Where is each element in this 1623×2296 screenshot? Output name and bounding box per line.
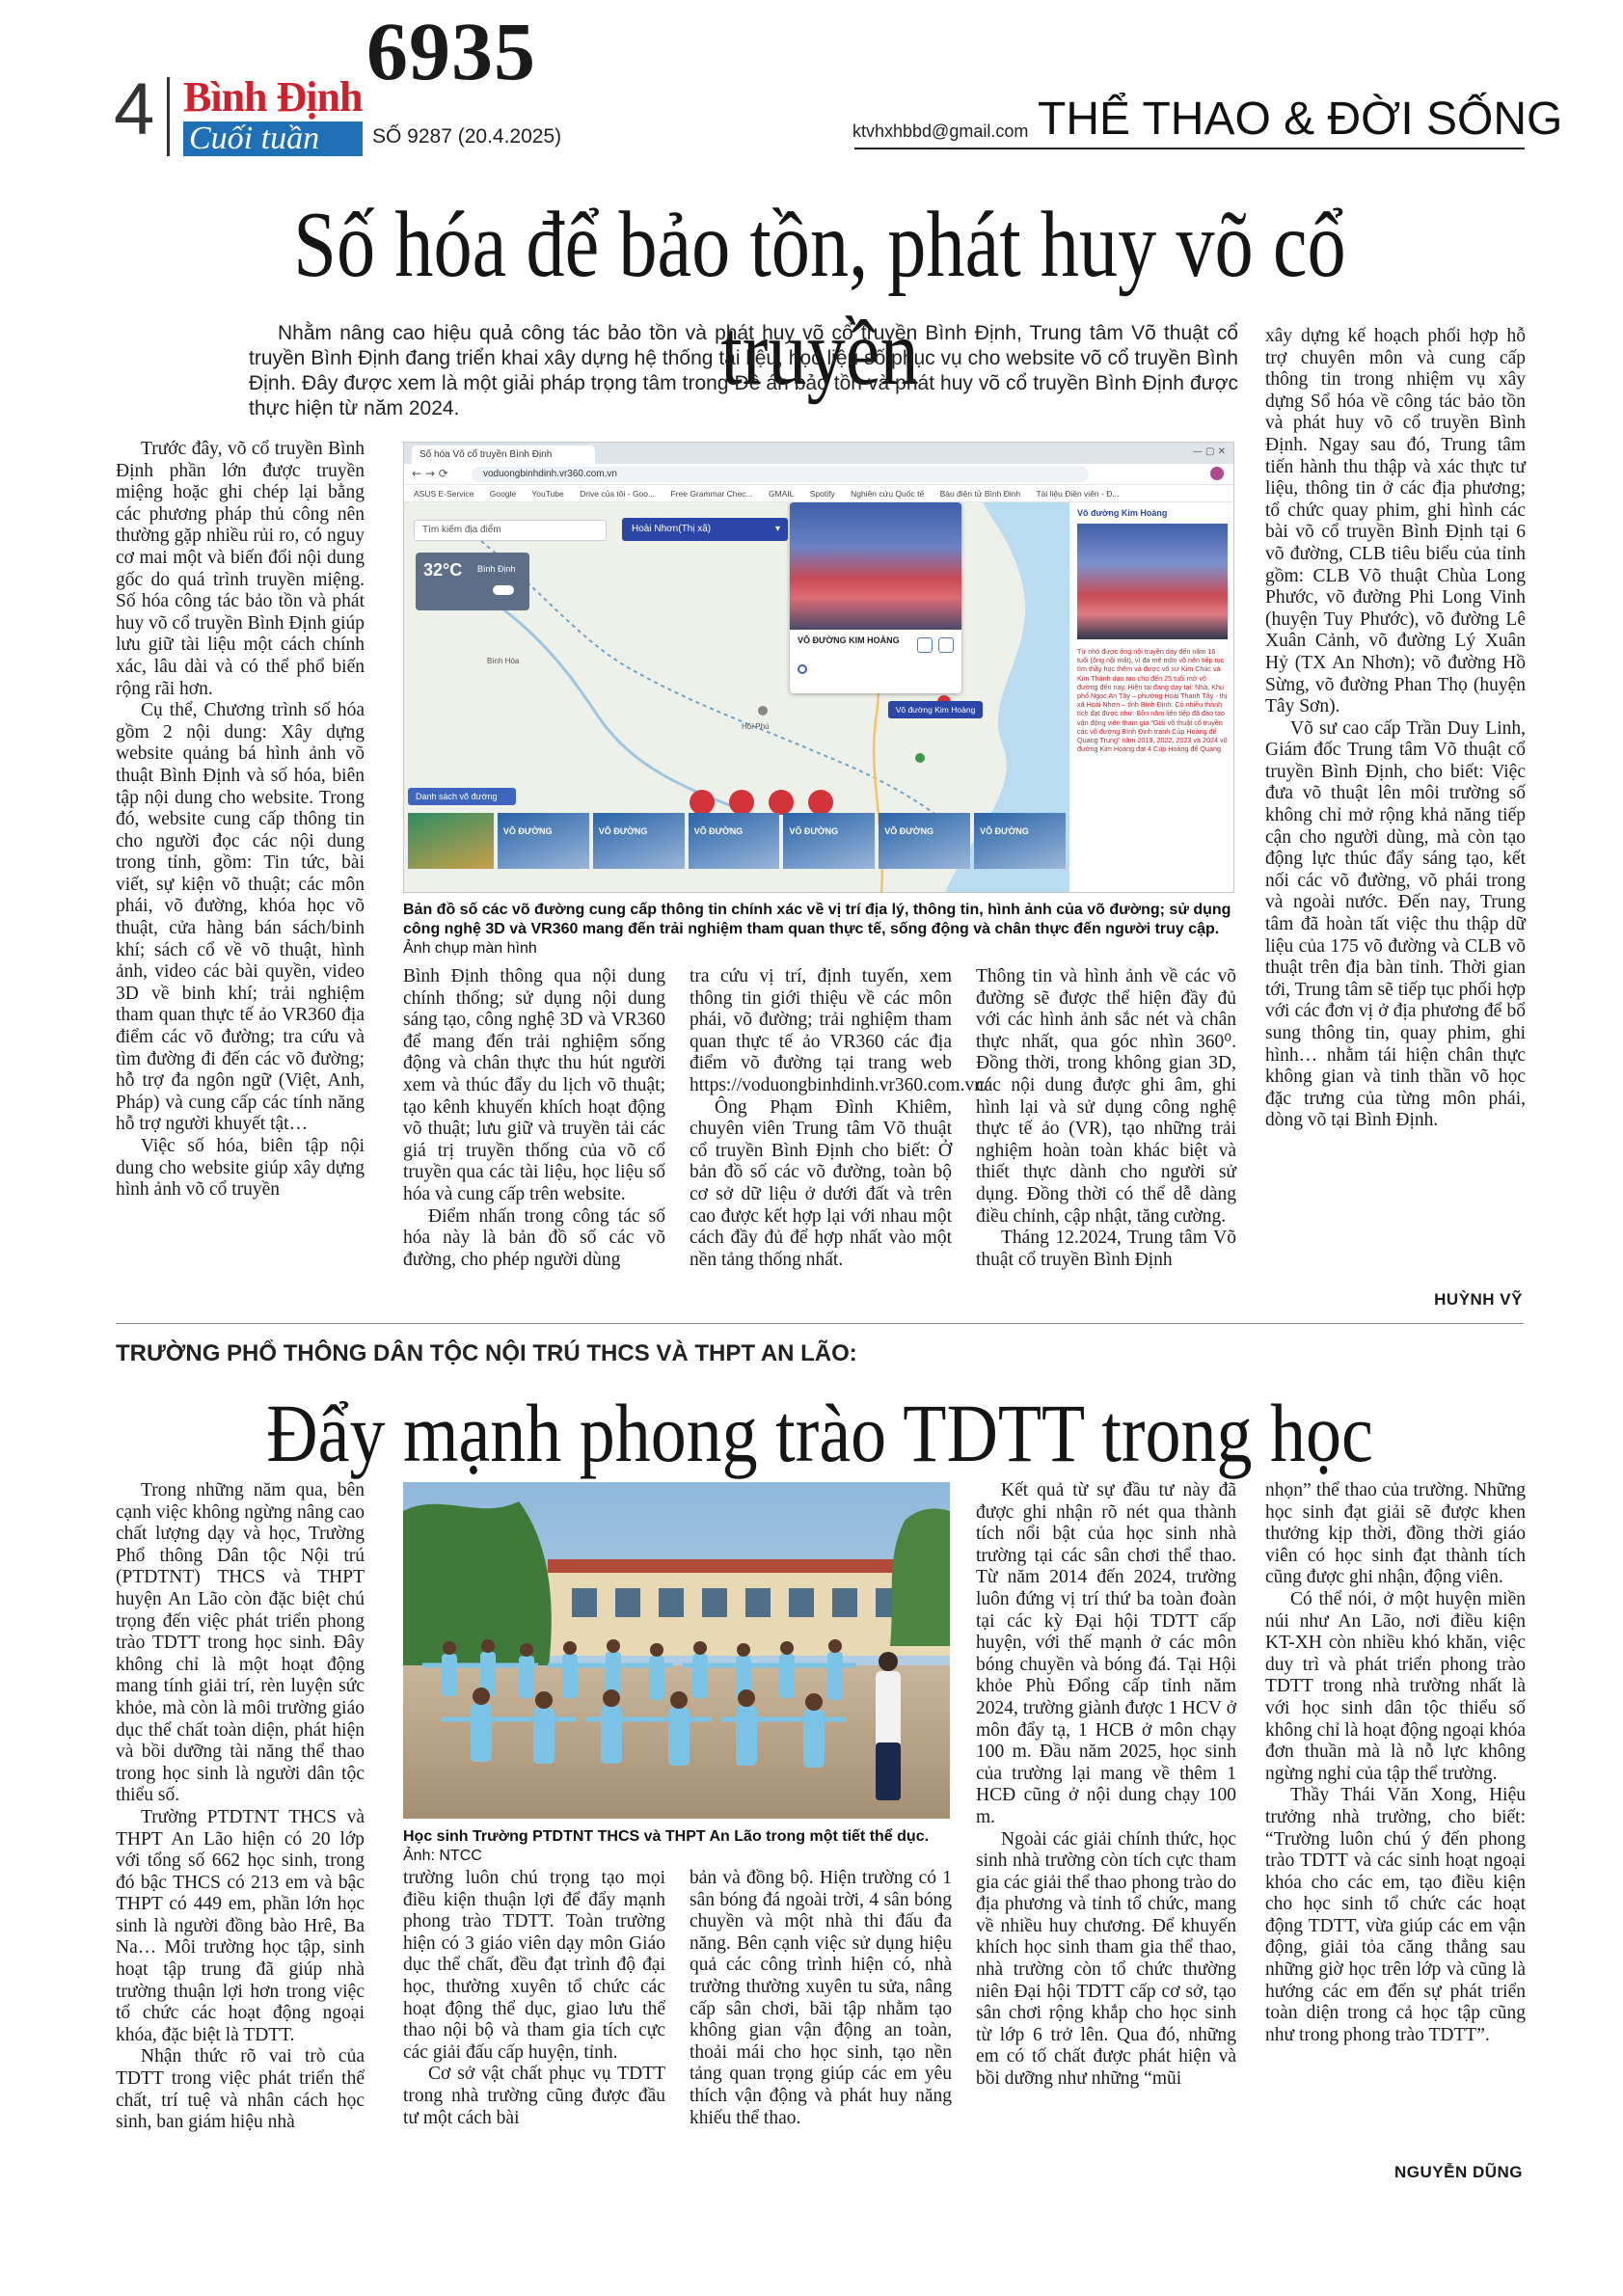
article1-column-1: [116, 439, 365, 1202]
article1-lead: Nhằm nâng cao hiệu quả công tác bảo tồn và phát huy võ cổ truyền Bình Định, Trung tâm Võ thuật cổ truyền Bình Định đang triển khai xây dựng hệ thống tài liệu, học liệu số phục vụ cho website võ cổ truyền Bình Định. Đây được xem là một giải pháp trọng tâm trong Đề án bảo tồn và phát huy võ cổ truyền Bình Định được thực hiện từ năm 2024.: [249, 322, 1238, 419]
list-title: Danh sách võ đường: [416, 792, 498, 801]
district-select[interactable]: [622, 518, 788, 541]
profile-icon[interactable]: [1210, 467, 1224, 480]
article1-byline: HUỲNH VỸ: [1434, 1290, 1523, 1309]
paragraph: Trước đây, võ cổ truyền Bình Định phần lớn được truyền miệng hoặc ghi chép lại bằng các phương pháp thủ công nên thường gặp nhiều rủi ro, có nguy cơ mai một và biến đổi nội dung gốc do quá trình truyền miệng. Số hóa công tác bảo tồn và phát huy võ cổ truyền Bình Định giúp lưu giữ tài liệu một cách chính xác, lâu dài và có thể phổ biến rộng rãi hơn.: [116, 439, 365, 699]
thumbnail[interactable]: [974, 813, 1066, 869]
bookmark[interactable]: Tài liệu Điền viên - Đ...: [1036, 489, 1120, 499]
logo-bottom-text: Cuối tuần: [183, 122, 363, 156]
article1-column-2: [403, 966, 665, 1271]
paragraph: Kết quả từ sự đầu tư này đã được ghi nhận rõ nét qua thành tích nổi bật của học sinh nhà trường tại các sân chơi thể thao. Từ năm 2014 đến 2024, trường luôn đứng vị trí thứ ba toàn đoàn tại các kỳ Đại hội TDTT cấp huyện, với thế mạnh ở các môn bóng chuyền và bóng đá. Tại Hội khỏe Phù Đổng cấp tỉnh năm 2024, trường giành được 1 HCV ở môn đẩy tạ, 1 HCB ở môn chạy 100 m. Đầu năm 2025, học sinh của trường lại mang về thêm 1 HCĐ cũng ở nội dung chạy 100 m.: [976, 1480, 1236, 1827]
address-url: voduongbinhdinh.vr360.com.vn: [483, 469, 617, 479]
article1-column-4: [976, 966, 1236, 1271]
bookmark[interactable]: Báo điện tử Bình Đinh: [939, 489, 1021, 499]
article2-column-3: [690, 1868, 952, 2129]
chevron-down-icon: ▾: [774, 524, 780, 534]
thumbnail-label: VÕ ĐƯỜNG: [693, 826, 744, 836]
thumbnail[interactable]: [593, 813, 685, 869]
thumbnail-label: VÕ ĐƯỜNG: [884, 826, 933, 836]
back-icon[interactable]: ← → ⟳: [412, 467, 448, 480]
article2-kicker: TRƯỜNG PHỔ THÔNG DÂN TỘC NỘI TRÚ THCS VÀ THPT AN LÃO:: [116, 1340, 857, 1366]
thumbnail-label: VÕ ĐƯỜNG: [789, 826, 839, 836]
paragraph: Trong những năm qua, bên cạnh việc không ngừng nâng cao chất lượng dạy và học, Trường Phổ thông Dân tộc Nội trú (PTDTNT) THCS và THPT huyện An Lão còn đặc biệt chú trọng đến việc phát triển phong trào TDTT trong học sinh. Đây không chỉ là một hoạt động mang tính giải trí, rèn luyện sức khỏe, mà còn là môi trường giáo dục thể chất toàn diện, phát hiện và bồi dưỡng tài năng thể thao trong học sinh là người dân tộc thiểu số.: [116, 1480, 365, 1806]
issue-number: SỐ 9287 (20.4.2025): [372, 125, 562, 148]
menu-icon[interactable]: [729, 790, 754, 815]
map-search-placeholder: Tìm kiếm địa điểm: [422, 525, 501, 535]
bookmark[interactable]: Spotify: [809, 489, 835, 499]
paragraph: Võ sư cao cấp Trần Duy Linh, Giám đốc Trung tâm Võ thuật cổ truyền Bình Định, cho biết: Việc đưa võ thuật lên môi trường số không chỉ mở rộng khả năng tiếp cận cho người dùng, mà còn tạo động lực thúc đẩy sáng tạo, kết nối các võ đường, võ phái trong và ngoài nước. Đến nay, Trung tâm đã hoàn tất việc thu thập dữ liệu của 175 võ đường và CLB võ thuật trên địa bàn tỉnh. Thời gian tới, Trung tâm sẽ tiếp tục phối hợp với các đơn vị ở địa phương để bổ sung thông tin, quay phim, ghi hình… nhằm tái hiện chân thực không gian và tinh thần võ học đặc trưng của từng môn phái, dòng võ tại Bình Định.: [1265, 717, 1526, 1131]
district-value: Hoài Nhơn(Thị xã): [632, 524, 712, 534]
tab-title: Số hóa Võ cổ truyền Bình Định: [419, 449, 553, 460]
map-pin: [915, 753, 925, 763]
caption-credit: Ảnh: NTCC: [403, 1848, 482, 1864]
bookmark[interactable]: GMAIL: [768, 489, 795, 499]
caption-text: Học sinh Trường PTDTNT THCS và THPT An Lão trong một tiết thể dục.: [403, 1828, 930, 1845]
paragraph: bản và đồng bộ. Hiện trường có 1 sân bóng đá ngoài trời, 4 sân bóng chuyền và một nhà thi đấu đa năng. Bên cạnh việc sử dụng hiệu quả các công trình hiện có, nhà trường thường xuyên tu sửa, nâng cấp sân chơi, bãi tập nhằm tạo không gian vận động an toàn, thoải mái cho học sinh, tạo nền tảng quan trọng giúp các em yêu thích vận động và phát huy năng khiếu thể thao.: [690, 1868, 952, 2128]
paragraph: xây dựng kế hoạch phối hợp hỗ trợ chuyên môn và cung cấp thông tin trong nhiệm vụ xây dựng Sổ hóa về công tác bảo tồn và phát huy võ cổ truyền Bình Định. Ngay sau đó, Trung tâm tiến hành thu thập và xác thực tư liệu, thông tin ở các địa phương; tổ chức quay phim, ghi hình các bài võ cổ truyền Bình Định tại 6 võ đường, CLB tiêu biểu của tỉnh gồm: CLB Võ thuật Chùa Long Phước, võ đường Phi Long Vinh (huyện Tuy Phước), võ đường Lê Xuân Cảnh, võ đường Lý Xuân Hỷ (TX An Nhơn); võ đường Hồ Sừng, võ đường Phan Thọ (huyện Tây Sơn).: [1265, 326, 1526, 717]
browser-address-row: [404, 464, 1233, 485]
bookmarks-bar: [404, 485, 1233, 502]
map-pin: [758, 706, 768, 716]
thumbnail-label: VÕ ĐƯỜNG: [502, 826, 553, 836]
logo-top-text: Bình Định: [183, 73, 363, 121]
caption-text: Bản đồ số các võ đường cung cấp thông tin chính xác về vị trí địa lý, thông tin, hình ảnh của võ đường; sử dụng công nghệ 3D và VR360 mang đến trải nghiệm tham quan thực tế, sống động và chân thực đến người truy cập.: [403, 902, 1231, 937]
paragraph: Ngoài các giải chính thức, học sinh nhà trường còn tích cực tham gia các giải thể thao phong trào do địa phương và tỉnh tổ chức, mang về nhiều huy chương. Để khuyến khích học sinh tham gia thể thao, nhà trường còn tổ chức thường niên Đại hội TDTT cấp cơ sở, tạo sân chơi rộng khắp cho học sinh từ lớp 6 trở lên. Qua đó, những em có tố chất được phát hiện và bồi dưỡng như những “mũi: [976, 1828, 1236, 2090]
article2-column-5: [1265, 1480, 1526, 2046]
bookmark[interactable]: Nghiên cứu Quốc tế: [851, 489, 925, 499]
paragraph: Thầy Thái Văn Xong, Hiệu trưởng nhà trường, cho biết: “Trường luôn chú ý đến phong trào TDTT và các sinh hoạt ngoại khóa cho các em, tạo điều kiện cho học sinh tổ chức các hoạt động TDTT, vừa giúp các em vận động, giải tỏa căng thẳng sau những giờ học trên lớp và cũng là hướng các em đến sự phát triển toàn diện trong cả học tập cũng như trong phong trào TDTT”.: [1265, 1785, 1526, 2045]
bookmark[interactable]: YouTube: [531, 489, 564, 499]
paragraph: Điểm nhấn trong công tác số hóa này là bản đồ số các võ đường, cho phép người dùng: [403, 1205, 665, 1270]
header-rule: [854, 148, 1525, 149]
paragraph: Ông Phạm Đình Khiêm, chuyên viên Trung tâm Võ thuật cổ truyền Bình Định cho biết: Ở bản đồ số các võ đường, toàn bộ cơ sở dữ liệu ở dưới đất và trên cao được kết hợp lại với nhau một cách đầy đủ để hợp nhất vào một nền tảng thống nhất.: [690, 1096, 952, 1270]
eye-icon[interactable]: [917, 637, 933, 653]
article2-column-2: [403, 1868, 665, 2129]
website-screenshot-figure: [403, 442, 1234, 893]
close-icon[interactable]: [938, 637, 954, 653]
browser-tab[interactable]: [412, 446, 595, 464]
map-search-input[interactable]: [414, 520, 607, 541]
article2-caption: [403, 1827, 962, 1866]
detail-panel-photo: [1077, 524, 1228, 639]
place-button[interactable]: [888, 701, 983, 718]
thumbnail[interactable]: [783, 813, 875, 869]
list-button[interactable]: [408, 788, 516, 805]
map-place-label: Hội Phú: [742, 722, 770, 731]
detail-panel[interactable]: [1069, 502, 1234, 893]
bookmark[interactable]: ASUS E-Service: [414, 489, 474, 499]
article2-column-4: [976, 1480, 1236, 2091]
paragraph: Tháng 12.2024, Trung tâm Võ thuật cổ truyền Bình Định: [976, 1228, 1236, 1270]
bookmark[interactable]: Drive của tôi - Goo...: [580, 489, 656, 499]
weather-temperature: 32°C: [423, 560, 463, 580]
photo-illustration: [403, 1482, 950, 1819]
page-number: 4: [114, 68, 155, 150]
thumbnail-label: VÕ ĐƯỜNG: [598, 826, 648, 836]
article1-title: Số hóa để bảo tồn, phát huy võ cổ truyền: [293, 193, 1346, 405]
contact-email: ktvhxhbbd@gmail.com: [852, 122, 1029, 141]
article1-caption: [403, 901, 1242, 959]
paragraph: Cụ thể, Chương trình số hóa gồm 2 nội dung: Xây dựng website quảng bá hình ảnh võ thuật Bình Định và số hóa, biên tập nội dung cho website. Trong đó, website cung cấp thông tin cho người đọc các nội dung trong tỉnh, gồm: Tin tức, bài viết, sự kiện võ thuật; các môn phái, võ đường, khóa học võ thuật, cửa hàng bán sách/binh khí; sách cổ về võ thuật, hình ảnh, video các bài quyền, video 3D về binh khí; trải nghiệm tham quan thực tế ảo VR360 địa điểm các võ đường; tra cứu và tìm đường đi đến các võ đường; hỗ trợ đa ngôn ngữ (Việt, Anh, Pháp) và cung cấp các tính năng hỗ trợ người khuyết tật…: [116, 700, 365, 1135]
thumbnail-strip: [408, 813, 1066, 869]
paragraph: Trường PTDTNT THCS và THPT An Lão hiện có 20 lớp với tổng số 662 học sinh, trong đó bậc THCS có 213 em và bậc THPT có 449 em, phần lớn học sinh là người đồng bào Hrê, Ba Na… Môi trường học tập, sinh hoạt tập trung đã giúp nhà trường thuận lợi hơn trong việc tổ chức các hoạt động ngoại khóa, đặc biệt là TDTT.: [116, 1806, 365, 2045]
section-title: THỂ THAO & ĐỜI SỐNG: [1038, 94, 1563, 145]
thumbnail[interactable]: [879, 813, 970, 869]
paragraph: Thông tin và hình ảnh về các võ đường sẽ được thể hiện đầy đủ với các hình ảnh sắc nét và chân thực nhất, qua góc nhìn 360⁰. Đồng thời, trong không gian 3D, các nội dung được ghi âm, ghi hình lại và sử dụng công nghệ thực tế ảo (VR), tạo những trải nghiệm hoàn toàn khác biệt và thiết thực dành cho người sử dụng. Đồng thời có thể dễ dàng điều chỉnh, cập nhật, tăng cường.: [976, 966, 1236, 1227]
weather-place: Bình Định: [477, 564, 516, 574]
paragraph: Cơ sở vật chất phục vụ TDTT trong nhà trường cũng được đầu tư một cách bài: [403, 2064, 665, 2128]
paragraph: trường luôn chú trọng tạo mọi điều kiện thuận lợi để đẩy mạnh phong trào TDTT. Toàn trường hiện có 3 giáo viên dạy môn Giáo dục thể chất, đều đạt trình độ đại học, thường xuyên tổ chức các hoạt động thể dục, giao lưu thể thao nội bộ và tham gia tích cực các giải đấu cấp huyện, tỉnh.: [403, 1868, 665, 2063]
thumbnail[interactable]: [498, 813, 589, 869]
cloud-icon: [493, 585, 514, 595]
place-button-label: Võ đường Kim Hoàng: [895, 705, 976, 715]
section-divider: [116, 1323, 1524, 1324]
detail-panel-title: Võ đường Kim Hoàng: [1077, 508, 1168, 518]
place-popup[interactable]: [790, 502, 961, 693]
thumbnail[interactable]: [408, 813, 494, 869]
paragraph: Có thể nói, ở một huyện miền núi như An Lão, nơi điều kiện KT-XH còn nhiều khó khăn, việc duy trì và phát triển phong trào TDTT trong nhà trường nhất là với học sinh dân tộc thiểu số không chỉ là hoạt động ngoại khóa đơn thuần mà là nỗ lực không ngừng nghỉ của tập thể trường.: [1265, 1588, 1526, 1784]
paragraph: Bình Định thông qua nội dung chính thống; sử dụng nội dung sáng tạo, công nghệ 3D và VR360 để mang đến trải nghiệm sống động và chân thực thu hút người xem và thúc đẩy du lịch võ thuật; tạo kênh khuyến khích hoạt động võ thuật; lưu giữ và truyền tải các giá trị truyền thống của võ cổ truyền qua các tài liệu, học liệu số hóa và cung cấp trên website.: [403, 966, 665, 1204]
weather-widget: [416, 553, 529, 610]
detail-panel-text: Từ nhỏ được ông nội truyền dạy đến năm 16 tuổi (ông nội mất), vì đa mê môn võ nên tiếp tục tìm thầy học thêm và được võ sư Kim Chúc và Kim Thành dạo tạo cho đến 25 tuổi mở võ đường đến nay. Hiện tại đang dạy tại: Nhà, Khu phố Ngọc An Tây – phường Hoài Thanh Tây - thị xã Hoài Nhơn – tỉnh Bình Định. Có nhiều thành tích đạt được như: Bồn năm liên tiếp đã đào tạo vận động viên tham gia "Giải võ thuật cổ truyền các võ đường Bình Định tranh Cúp Hoàng đế Quang Trung" năm 2019, 2022, 2023 và 2024 võ đường Kim Hoàng đạt 4 Cúp Hoàng đế Quang: [1077, 647, 1228, 754]
help-icon[interactable]: [808, 790, 833, 815]
page-stamp: 6935: [366, 5, 536, 97]
address-bar[interactable]: [472, 467, 1089, 482]
location-icon: [798, 664, 807, 674]
article2-byline: NGUYỄN DŨNG: [1393, 2163, 1523, 2181]
article1-column-3: [690, 966, 989, 1271]
home-icon[interactable]: [690, 790, 715, 815]
popup-photo: [790, 502, 961, 630]
popup-title: VÕ ĐƯỜNG KIM HOÀNG: [798, 635, 900, 645]
browser-tab-bar: [404, 443, 1233, 464]
thumbnail[interactable]: [689, 813, 780, 869]
students-exercise-photo: [403, 1482, 950, 1819]
window-controls[interactable]: — ▢ ✕: [1192, 446, 1226, 457]
page-number-divider: [167, 77, 170, 156]
article2-column-1: [116, 1480, 365, 2134]
paragraph: Việc số hóa, biên tập nội dung cho website giúp xây dựng hình ảnh võ cổ truyền: [116, 1136, 365, 1201]
paragraph: nhọn” thể thao của trường. Những học sinh đạt giải sẽ được khen thưởng kịp thời, đồng thời giáo viên có học sinh đạt thành tích cũng được ghi nhận, động viên.: [1265, 1480, 1526, 1588]
bookmark[interactable]: Google: [489, 489, 517, 499]
article2-title: Đẩy mạnh phong trào TDTT trong học: [266, 1387, 1373, 1479]
masthead-logo: [183, 75, 363, 156]
caption-credit: Ảnh chụp màn hình: [403, 940, 537, 957]
map-area[interactable]: [404, 502, 1234, 893]
paragraph: Nhận thức rõ vai trò của TDTT trong việc phát triển thể chất, trí tuệ và nhân cách học sinh, ban giám hiệu nhà: [116, 2046, 365, 2133]
calendar-icon[interactable]: [769, 790, 794, 815]
bookmark[interactable]: Free Grammar Chec...: [670, 489, 753, 499]
map-place-label: Bình Hòa: [487, 657, 520, 665]
thumbnail-label: VÕ ĐƯỜNG: [980, 826, 1029, 836]
paragraph: tra cứu vị trí, định tuyến, xem thông tin giới thiệu về các môn phái, võ đường; trải nghiệm tham quan thực tế ảo VR360 các địa điểm võ đường tại trang web https://voduongbinhdinh.vr360.com.vn/: [690, 966, 989, 1095]
article1-column-5: [1265, 326, 1526, 1132]
